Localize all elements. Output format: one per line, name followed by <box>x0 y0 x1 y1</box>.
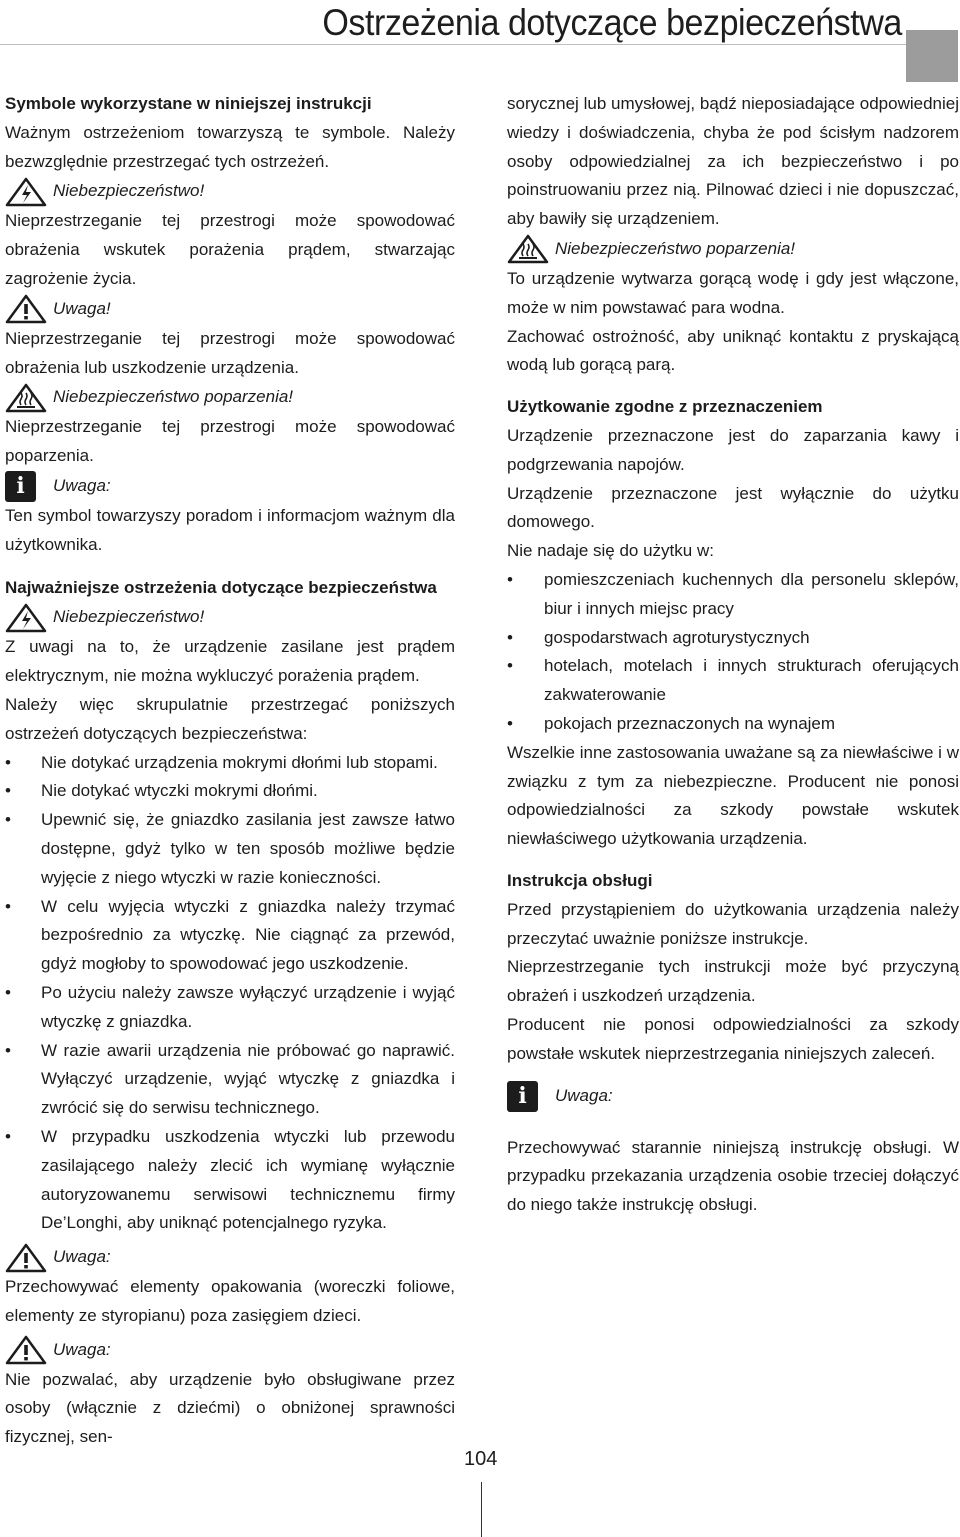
label-warning <box>5 1242 455 1273</box>
label-text: Uwaga: <box>53 476 111 496</box>
list-item: • pomieszczeniach kuchennych dla personelu sklepów, biur i innych miejsc pracy <box>507 566 959 624</box>
paragraph: To urządzenie wytwarza gorącą wodę i gdy jest włączone, może w nim powstawać para wodna. <box>507 268 959 317</box>
warning-icon <box>5 294 47 325</box>
left-column <box>5 90 455 1452</box>
label-text: Uwaga: <box>53 1339 111 1359</box>
label-text: Uwaga: <box>555 1085 613 1105</box>
right-column <box>507 90 959 1220</box>
paragraph: Zachować ostrożność, aby uniknąć kontaktu z pryskającą wodą lub gorącą parą. <box>507 326 959 375</box>
paragraph: Przed przystąpieniem do użytkowania urządzenia należy przeczytać uważnie poniższe instrukcje. <box>507 899 959 948</box>
not-suitable-list <box>507 566 959 739</box>
list-item: • W celu wyjęcia wtyczki z gniazdka należy trzymać bezpośrednio za wtyczkę. Nie ciągnąć za przewód, gdyż mogłoby to spowodować jego uszkodzenie. <box>5 893 455 979</box>
paragraph: Nieprzestrzeganie tej przestrogi może spowodować obrażenia lub uszkodzenie urządzenia. <box>5 328 455 377</box>
section-heading-main-warnings: Najważniejsze ostrzeżenia dotyczące bezpieczeństwa <box>5 577 437 597</box>
warning-icon <box>5 1242 47 1273</box>
paragraph: Producent nie ponosi odpowiedzialności za szkody powstałe wskutek nieprzestrzegania niniejszych zaleceń. <box>507 1014 959 1063</box>
paragraph: sorycznej lub umysłowej, bądź nieposiadające odpowiedniej wiedzy i doświadczenia, chyba że pod ścisłym nadzorem osoby odpowiedzialnej za ich bezpieczeństwo i po poinstruowaniu przez nią. Pilnować dzieci i nie dopuszczać, aby bawiły się urządzeniem. <box>507 94 959 229</box>
paragraph: Nie pozwalać, aby urządzenie było obsługiwane przez osoby (włącznie z dziećmi) o obniżonej sprawności fizycznej, sen- <box>5 1369 455 1447</box>
list-item: • pokojach przeznaczonych na wynajem <box>507 710 959 739</box>
label-danger <box>5 602 455 633</box>
page-title: Ostrzeżenia dotyczące bezpieczeństwa <box>322 2 902 43</box>
paragraph: Przechowywać starannie niniejszą instrukcję obsługi. W przypadku przekazania urządzenia osobie trzeciej dołączyć do niego także instrukcję obsługi. <box>507 1137 959 1215</box>
label-burn <box>507 234 959 265</box>
paragraph: Urządzenie przeznaczone jest do zaparzania kawy i podgrzewania napojów. <box>507 425 959 474</box>
list-item: • W przypadku uszkodzenia wtyczki lub przewodu zasilającego należy zlecić ich wymianę wyłącznie autoryzowanemu serwisowi technicznemu firmy De’Longhi, aby uniknąć potencjalnego ryzyka. <box>5 1123 455 1238</box>
list-item: • Nie dotykać urządzenia mokrymi dłońmi lub stopami. <box>5 749 455 778</box>
label-text: Niebezpieczeństwo! <box>53 181 205 201</box>
page-number-rule <box>481 1482 482 1537</box>
page-number: 104 <box>464 1448 498 1470</box>
list-item: • hotelach, motelach i innych strukturach oferujących zakwaterowanie <box>507 652 959 710</box>
paragraph: Nie nadaje się do użytku w: <box>507 541 714 561</box>
info-icon: i <box>507 1081 549 1112</box>
paragraph: Należy więc skrupulatnie przestrzegać poniższych ostrzeżeń dotyczących bezpieczeństwa: <box>5 694 455 743</box>
section-heading-intended-use: Użytkowanie zgodne z przeznaczeniem <box>507 397 823 417</box>
list-item: • W razie awarii urządzenia nie próbować go naprawić. Wyłączyć urządzenie, wyjąć wtyczkę z gniazdka i zwrócić się do serwisu technicznego. <box>5 1037 455 1123</box>
list-item: • Po użyciu należy zawsze wyłączyć urządzenie i wyjąć wtyczkę z gniazdka. <box>5 979 455 1037</box>
label-info <box>507 1081 959 1112</box>
list-item: • gospodarstwach agroturystycznych <box>507 624 959 653</box>
paragraph: Nieprzestrzeganie tej przestrogi może spowodować obrażenia wskutek porażenia prądem, stwarzając zagrożenie życia. <box>5 211 455 288</box>
paragraph: Nieprzestrzeganie tej przestrogi może spowodować poparzenia. <box>5 417 455 466</box>
info-icon: i <box>5 471 47 502</box>
paragraph: Przechowywać elementy opakowania (woreczki foliowe, elementy ze styropianu) poza zasięgiem dzieci. <box>5 1277 455 1325</box>
paragraph: Urządzenie przeznaczone jest wyłącznie do użytku domowego. <box>507 483 959 532</box>
section-heading-symbols: Symbole wykorzystane w niniejszej instrukcji <box>5 94 372 113</box>
list-item: • Nie dotykać wtyczki mokrymi dłońmi. <box>5 777 455 806</box>
hot-surface-icon <box>507 234 549 265</box>
label-text: Niebezpieczeństwo poparzenia! <box>53 387 294 407</box>
paragraph: Ważnym ostrzeżeniom towarzyszą te symbole. Należy bezwzględnie przestrzegać tych ostrzeżeń. <box>5 122 455 171</box>
electric-hazard-icon <box>5 176 47 207</box>
corner-tab <box>906 30 958 82</box>
label-warning <box>5 294 455 325</box>
title-rule <box>0 44 906 45</box>
warning-icon <box>5 1335 47 1366</box>
label-danger <box>5 176 455 207</box>
section-heading-instructions: Instrukcja obsługi <box>507 870 653 890</box>
label-text: Niebezpieczeństwo! <box>53 607 205 627</box>
hot-surface-icon <box>5 382 47 413</box>
label-text: Niebezpieczeństwo poparzenia! <box>555 239 796 259</box>
list-item: • Upewnić się, że gniazdko zasilania jest zawsze łatwo dostępne, gdyż tylko w ten sposób możliwe będzie wyjęcie z niego wtyczki w razie konieczności. <box>5 806 455 892</box>
safety-bullet-list <box>5 749 455 1239</box>
label-burn <box>5 382 455 413</box>
label-text: Uwaga: <box>53 1247 111 1267</box>
paragraph: Wszelkie inne zastosowania uważane są za niewłaściwe i w związku z tym za niebezpieczne. Producent nie ponosi odpowiedzialności za szkody powstałe wskutek niewłaściwego użytkowania urządzenia. <box>507 742 959 849</box>
paragraph: Z uwagi na to, że urządzenie zasilane jest prądem elektrycznym, nie można wykluczyć porażenia prądem. <box>5 637 455 686</box>
paragraph: Nieprzestrzeganie tych instrukcji może być przyczyną obrażeń i uszkodzeń urządzenia. <box>507 957 959 1006</box>
label-text: Uwaga! <box>53 298 111 318</box>
label-warning <box>5 1335 455 1366</box>
electric-hazard-icon <box>5 602 47 633</box>
label-info <box>5 471 455 502</box>
paragraph: Ten symbol towarzyszy poradom i informacjom ważnym dla użytkownika. <box>5 505 455 554</box>
